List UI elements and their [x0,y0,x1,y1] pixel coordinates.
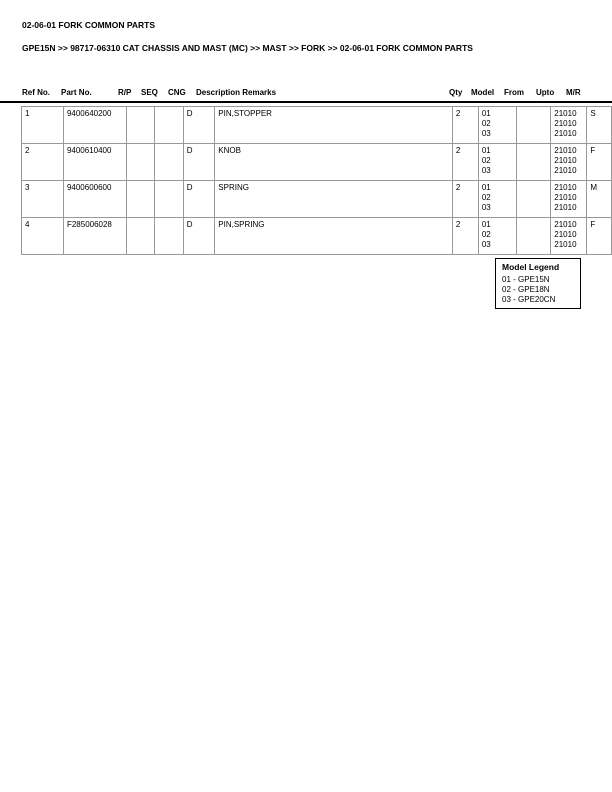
ref-no-cell: 2 [22,144,64,181]
upto-value: 21010 [554,146,577,155]
column-header: R/P [118,88,132,97]
model-value: 02 [481,193,491,202]
upto-value: 21010 [554,109,577,118]
model-value: 03 [481,203,491,212]
description-cell: SPRING [215,181,453,218]
column-header: Part No. [61,88,92,97]
upto-value: 21010 [554,240,577,249]
model-value: 01 [481,220,491,229]
model-cell [478,218,516,255]
column-header: Model [471,88,495,97]
ref-no-cell: 3 [22,181,64,218]
upto-value: 21010 [554,183,577,192]
table-row [22,218,612,255]
upto-value: 21010 [554,220,577,229]
description-cell: PIN,STOPPER [215,107,453,144]
model-value: 03 [481,240,491,249]
legend-title: Model Legend [502,262,560,272]
column-header: Description Remarks [196,88,277,97]
rp-cell [127,218,154,255]
description-cell: PIN,SPRING [215,218,453,255]
cng-cell: D [183,218,215,255]
model-value: 01 [481,146,491,155]
part-no-cell: 9400610400 [63,144,126,181]
mr-cell: M [587,181,612,218]
table-row [22,107,612,144]
column-header: SEQ [141,88,158,97]
cng-cell: D [183,181,215,218]
rp-cell [127,107,154,144]
column-header: M/R [566,88,581,97]
model-cell [478,144,516,181]
mr-cell: F [587,144,612,181]
mr-cell: F [587,218,612,255]
model-value: 02 [481,156,491,165]
rp-cell [127,144,154,181]
model-legend [495,258,581,309]
upto-cell [551,181,587,218]
upto-value: 21010 [554,129,577,138]
upto-value: 21010 [554,203,577,212]
upto-value: 21010 [554,119,577,128]
mr-cell: S [587,107,612,144]
column-header: Qty [449,88,463,97]
upto-value: 21010 [554,230,577,239]
seq-cell [154,144,183,181]
breadcrumb: GPE15N >> 98717-06310 CAT CHASSIS AND MAST (MC) >> MAST >> FORK >> 02-06-01 FORK COMMON PARTS [22,43,473,53]
page-title: 02-06-01 FORK COMMON PARTS [22,20,156,30]
model-value: 01 [481,183,491,192]
ref-no-cell: 1 [22,107,64,144]
upto-cell [551,218,587,255]
seq-cell [154,107,183,144]
part-no-cell: 9400640200 [63,107,126,144]
from-cell [516,107,550,144]
column-header: Upto [536,88,555,97]
model-value: 03 [481,166,491,175]
part-no-cell: F285006028 [63,218,126,255]
model-value: 02 [481,119,491,128]
table-row [22,181,612,218]
qty-cell: 2 [452,107,478,144]
column-header: From [504,88,524,97]
from-cell [516,218,550,255]
seq-cell [154,218,183,255]
part-no-cell: 9400600600 [63,181,126,218]
rp-cell [127,181,154,218]
seq-cell [154,181,183,218]
column-header: Ref No. [22,88,50,97]
model-value: 02 [481,230,491,239]
ref-no-cell: 4 [22,218,64,255]
model-cell [478,107,516,144]
upto-value: 21010 [554,156,577,165]
legend-item: 02 - GPE18N [502,285,550,294]
column-header: CNG [168,88,186,97]
cng-cell: D [183,107,215,144]
legend-item: 01 - GPE15N [502,275,550,284]
model-cell [478,181,516,218]
cng-cell: D [183,144,215,181]
model-value: 01 [481,109,491,118]
upto-cell [551,107,587,144]
legend-item: 03 - GPE20CN [502,295,556,304]
qty-cell: 2 [452,144,478,181]
model-value: 03 [481,129,491,138]
qty-cell: 2 [452,218,478,255]
from-cell [516,144,550,181]
upto-value: 21010 [554,166,577,175]
from-cell [516,181,550,218]
header-divider [0,101,612,103]
upto-value: 21010 [554,193,577,202]
table-row [22,144,612,181]
upto-cell [551,144,587,181]
qty-cell: 2 [452,181,478,218]
parts-table [21,106,612,255]
description-cell: KNOB [215,144,453,181]
